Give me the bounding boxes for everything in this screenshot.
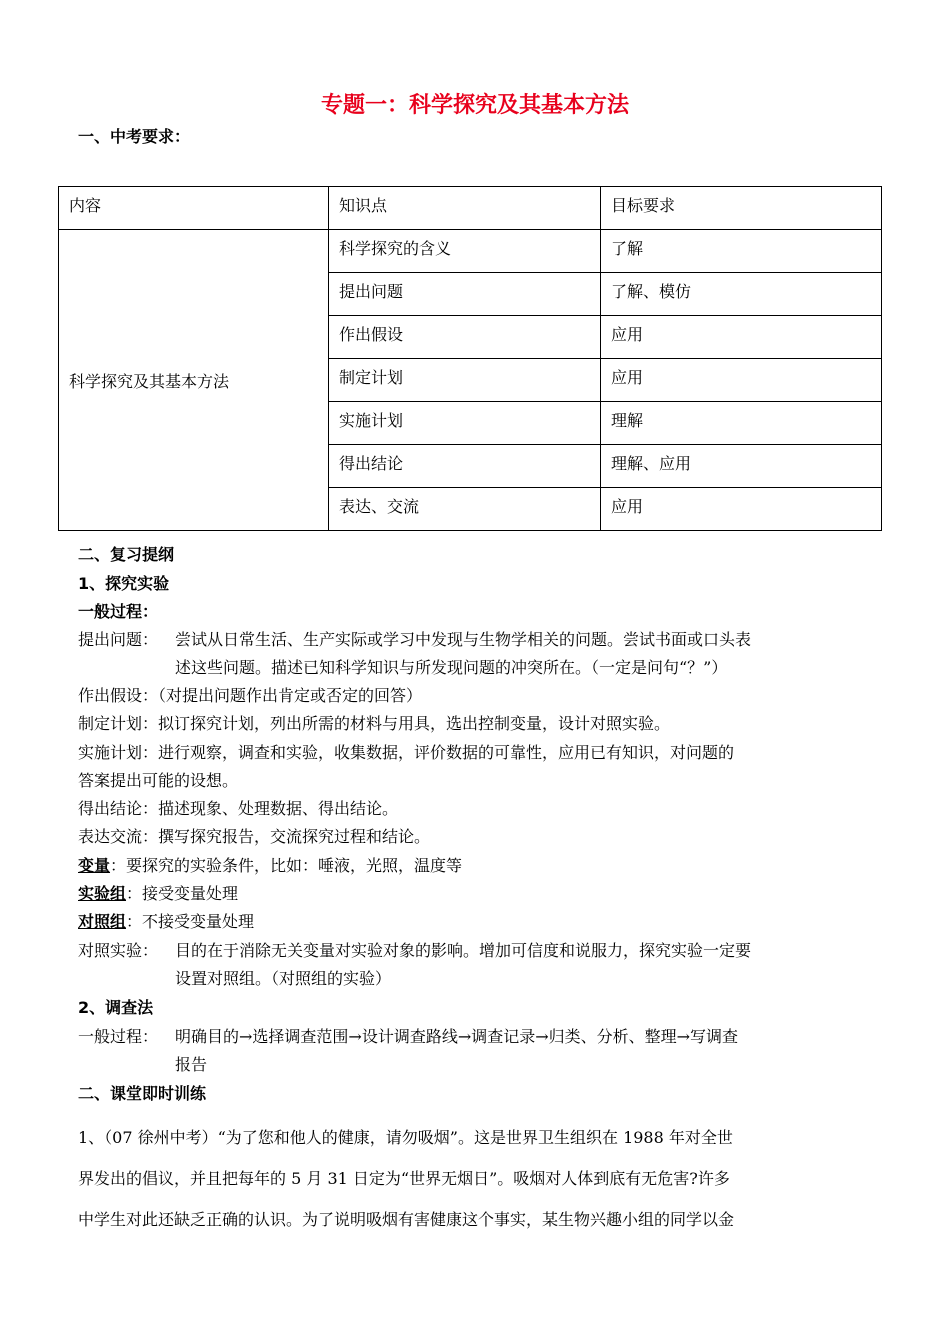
term-variable: [78, 853, 462, 876]
step-text: 尝试从日常生活、生产实际或学习中发现与生物学相关的问题。尝试书面或口头表: [175, 630, 752, 649]
table-cell: 应用: [601, 488, 882, 531]
table-header-row: [59, 187, 882, 230]
table-cell: 表达、交流: [329, 488, 601, 531]
question-text: 中学生对此还缺乏正确的认识。为了说明吸烟有害健康这个事实，某生物兴趣小组的同学以金: [78, 1210, 735, 1229]
survey-label: 一般过程：: [78, 1027, 159, 1046]
term-label-control-experiment: 对照实验：: [78, 941, 159, 960]
table-cell: 了解: [601, 230, 882, 273]
term-control-group: [78, 909, 254, 932]
table-cell: 了解、模仿: [601, 273, 882, 316]
question-text: 1、（07 徐州中考）“为了您和他人的健康，请勿吸烟”。这是世界卫生组织在 1988 年对全世: [78, 1128, 733, 1147]
survey-text: 报告: [175, 1055, 208, 1074]
section-heading-training: 二、课堂即时训练: [78, 1084, 207, 1103]
term-text: ：接受变量处理: [126, 884, 239, 903]
step-text: 表达交流：撰写探究报告，交流探究过程和结论。: [78, 827, 431, 846]
table-cell: 作出假设: [329, 316, 601, 359]
step-label-question: 提出问题：: [78, 630, 159, 649]
survey-text: 明确目的→选择调查范围→设计调查路线→调查记录→归类、分析、整理→写调查: [175, 1027, 739, 1046]
question-text: 界发出的倡议，并且把每年的 5 月 31 日定为“世界无烟日”。吸烟对人体到底有无危害?许多: [78, 1169, 730, 1188]
table-header: 知识点: [329, 187, 601, 230]
table-cell: 应用: [601, 359, 882, 402]
general-process-heading: 一般过程：: [78, 602, 159, 621]
table-cell: 科学探究的含义: [329, 230, 601, 273]
section-heading-outline: 二、复习提纲: [78, 545, 175, 564]
term-text: 设置对照组。（对照组的实验）: [175, 969, 392, 988]
table-cell: 提出问题: [329, 273, 601, 316]
table-cell: 实施计划: [329, 402, 601, 445]
table-cell: 制定计划: [329, 359, 601, 402]
step-text: 实施计划：进行观察，调查和实验，收集数据，评价数据的可靠性，应用已有知识，对问题的: [78, 743, 735, 762]
step-text: 述这些问题。描述已知科学知识与所发现问题的冲突所在。（一定是问句“？”）: [175, 658, 728, 677]
table-header: 目标要求: [601, 187, 882, 230]
requirements-table: [58, 186, 882, 531]
step-text: 得出结论：描述现象、处理数据、得出结论。: [78, 799, 399, 818]
table-cell: 理解: [601, 402, 882, 445]
term-label: 实验组: [78, 884, 127, 903]
table-row: [59, 230, 882, 273]
step-text: 制定计划：拟订探究计划，列出所需的材料与用具，选出控制变量，设计对照实验。: [78, 714, 671, 733]
term-text: ：不接受变量处理: [126, 912, 255, 931]
subsection-heading-experiment: 1、探究实验: [78, 574, 170, 593]
page-title: 专题一：科学探究及其基本方法: [320, 93, 629, 118]
term-text: 目的在于消除无关变量对实验对象的影响。增加可信度和说服力，探究实验一定要: [175, 941, 752, 960]
table-cell-content: 科学探究及其基本方法: [59, 230, 329, 531]
table-cell: 应用: [601, 316, 882, 359]
table-cell: 理解、应用: [601, 445, 882, 488]
table-cell: 得出结论: [329, 445, 601, 488]
section-heading-requirements: 一、中考要求：: [78, 127, 191, 146]
term-experimental-group: [78, 881, 238, 904]
subsection-heading-survey: 2、调查法: [78, 998, 154, 1017]
term-label: 变量: [78, 856, 111, 875]
term-text: ：要探究的实验条件，比如：唾液，光照，温度等: [110, 856, 463, 875]
step-text: 答案提出可能的设想。: [78, 771, 239, 790]
step-text: 作出假设：（对提出问题作出肯定或否定的回答）: [78, 686, 423, 705]
table-header: 内容: [59, 187, 329, 230]
term-label: 对照组: [78, 912, 127, 931]
